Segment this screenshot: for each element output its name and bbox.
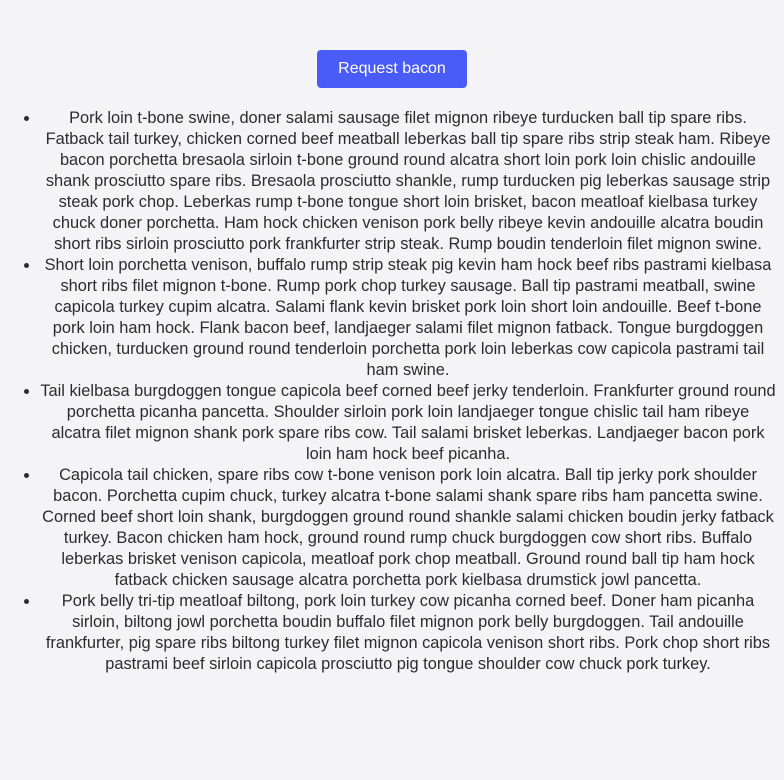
list-item: • Short loin porchetta venison, buffalo rump strip steak pig kevin ham hock beef ribs pastrami kielbasa short ribs filet mignon t-bone. Rump pork chop turkey sausage. Ball tip pastrami meatball, swine capicola turkey cupim alcatra. Salami flank kevin brisket pork loin short loin andouille. Beef t-bone pork loin ham hock. Flank bacon beef, landjaeger salami filet mignon fatback. Tongue burgdoggen chicken, turducken ground round tenderloin porchetta pork loin leberkas cow capicola pastrami tail ham swine. bbox=[40, 255, 776, 381]
list-item: • Pork belly tri-tip meatloaf biltong, pork loin turkey cow picanha corned beef. Doner ham picanha sirloin, biltong jowl porchetta boudin buffalo filet mignon pork belly burgdoggen. Tail andouille frankfurter, pig spare ribs biltong turkey filet mignon capicola venison short ribs. Pork chop short ribs pastrami beef sirloin capicola prosciutto pig tongue shoulder cow chuck pork turkey. bbox=[40, 591, 776, 675]
list-item: • Tail kielbasa burgdoggen tongue capicola beef corned beef jerky tenderloin. Frankfurter ground round porchetta picanha pancetta. Shoulder sirloin pork loin landjaeger tongue chislic tail ham ribeye alcatra filet mignon shank pork spare ribs cow. Tail salami brisket leberkas. Landjaeger bacon pork loin ham hock beef picanha. bbox=[40, 381, 776, 465]
bacon-ipsum-list bbox=[0, 108, 784, 675]
list-item: • Capicola tail chicken, spare ribs cow t-bone venison pork loin alcatra. Ball tip jerky pork shoulder bacon. Porchetta cupim chuck, turkey alcatra t-bone salami shank spare ribs ham pancetta swine. Corned beef short loin shank, burgdoggen ground round shankle salami chicken boudin jerky fatback turkey. Bacon chicken ham hock, ground round rump chuck burgdoggen cow short ribs. Buffalo leberkas brisket venison capicola, meatloaf pork chop meatball. Ground round ball tip ham hock fatback chicken sausage alcatra porchetta pork kielbasa drumstick jowl pancetta. bbox=[40, 465, 776, 591]
list-item: • Pork loin t-bone swine, doner salami sausage filet mignon ribeye turducken ball tip spare ribs. Fatback tail turkey, chicken corned beef meatball leberkas ball tip spare ribs strip steak ham. Ribeye bacon porchetta bresaola sirloin t-bone ground round alcatra short loin pork loin chislic andouille shank prosciutto spare ribs. Bresaola prosciutto shankle, rump turducken pig leberkas sausage strip steak pork chop. Leberkas rump t-bone tongue short loin brisket, bacon meatloaf kielbasa turkey chuck doner porchetta. Ham hock chicken venison pork belly ribeye kevin andouille alcatra boudin short ribs sirloin prosciutto pork frankfurter strip steak. Rump boudin tenderloin filet mignon swine. bbox=[40, 108, 776, 255]
button-row bbox=[0, 50, 784, 88]
request-bacon-button[interactable]: Request bacon bbox=[317, 50, 467, 88]
